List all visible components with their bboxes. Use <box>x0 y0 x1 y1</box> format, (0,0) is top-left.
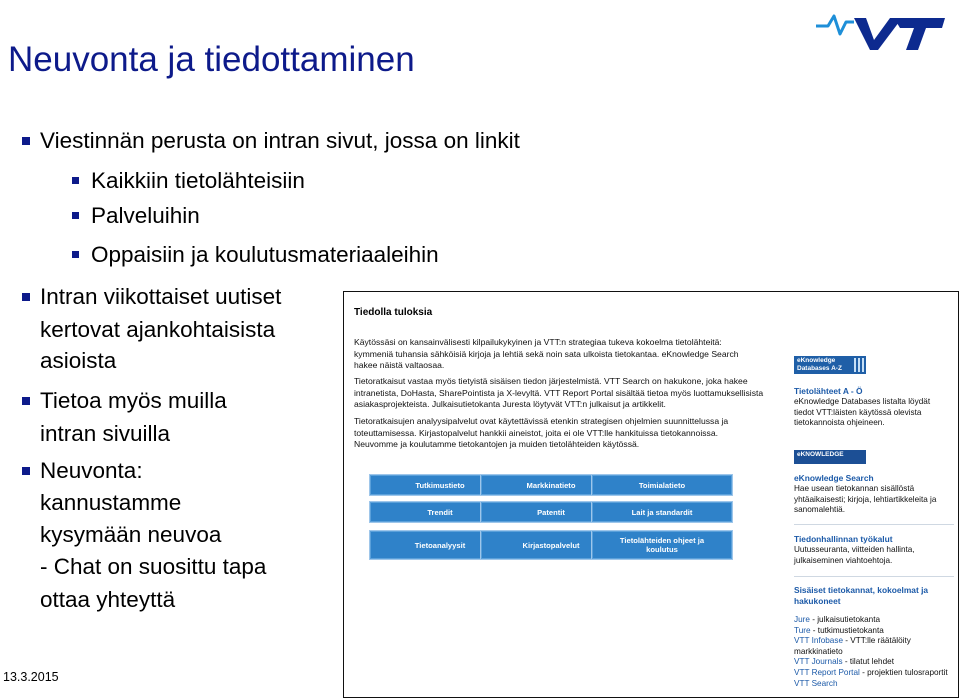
bullet-sub-sources: Kaikkiin tietolähteisiin <box>91 164 305 197</box>
bullet-main-intranet: Viestinnän perusta on intran sivut, jossa on linkit <box>40 124 520 157</box>
bullet-text-line: ottaa yhteyttä <box>40 587 176 612</box>
toimialatieto-button[interactable]: Toimialatieto <box>591 474 733 496</box>
infobase-item: VTT Infobase - VTT:lle räätälöity <box>794 636 911 646</box>
ture-link[interactable]: Ture <box>794 625 811 635</box>
bullet-sub-services: Palveluihin <box>91 199 200 232</box>
slide-title: Neuvonta ja tiedottaminen <box>8 40 415 79</box>
lait-ja-standardit-button[interactable]: Lait ja standardit <box>591 501 733 523</box>
report-portal-item: VTT Report Portal - projektien tulosraportit <box>794 667 948 677</box>
intranet-heading: Tiedolla tuloksia <box>354 307 433 318</box>
bullet-square-icon <box>22 397 30 405</box>
jure-link[interactable]: Jure <box>794 615 810 624</box>
eknowledge-databases-badge[interactable]: eKnowledge Databases A-Z <box>794 356 866 374</box>
slide-date: 13.3.2015 <box>3 670 59 684</box>
bullet-text-line: - Chat on suosittu tapa <box>40 554 267 579</box>
bullet-main-news: Intran viikottaiset uutiset <box>40 280 281 313</box>
vtt-infobase-link[interactable]: VTT Infobase <box>794 636 844 646</box>
intranet-screenshot <box>343 291 959 698</box>
bullet-text-line: asioista <box>40 348 117 373</box>
ohjeet-ja-koulutus-button[interactable]: Tietolähteiden ohjeet ja koulutus <box>591 530 733 560</box>
tietolahteet-description: eKnowledge Databases listalta löydät tiedot VTT:läisten käytössä olevista tietokannoista ohjeineen. <box>794 397 931 428</box>
bullet-sub-guides: Oppaisiin ja koulutusmateriaaleihin <box>91 238 439 271</box>
vtt-journals-link[interactable]: VTT Journals <box>794 657 843 667</box>
markkinatieto-button[interactable]: Markkinatieto <box>480 474 622 496</box>
trendit-button[interactable]: Trendit <box>369 501 511 523</box>
intranet-paragraph-3: Tietoratkaisujen analyysipalvelut ovat käytettävissä etenkin strategisen ohjelmien suunnittelussa ja toteuttamisessa. Kirjastopalvelut hankkii aineistot, joita ei ole VTT:lle hankituissa tietokannoissa. Neuvomme ja koulutamme tietokantojen ja muiden tietolähteiden käytössä. <box>354 416 729 450</box>
bullet-square-icon <box>72 212 79 219</box>
eknowledge-search-description: Hae usean tietokannan sisällöstä yhtäaikaisesti; kirjoja, lehtiartikkeleita ja sanomalehtiä. <box>794 484 937 515</box>
bullet-square-icon <box>22 293 30 301</box>
vtt-search-link[interactable]: VTT Search <box>794 678 838 688</box>
bullet-text-line: intran sivuilla <box>40 421 171 446</box>
internal-links-list: Jure - julkaisutietokanta Ture - tutkimustietokanta VTT Infobase - VTT:lle räätälöity markkinatieto VTT Journals - tilatut lehdet VTT Report Portal - projektien tulosraportit VTT Search <box>794 615 958 689</box>
tiedonhallinta-link[interactable]: Tiedonhallinnan työkalut <box>794 534 893 544</box>
vtt-report-portal-link[interactable]: VTT Report Portal <box>794 667 860 677</box>
bullet-square-icon <box>72 177 79 184</box>
vtt-logo <box>814 4 946 52</box>
bullet-text-line: kertovat ajankohtaisista <box>40 317 276 342</box>
badge-stripe-icon <box>854 358 864 372</box>
tietolahteet-link[interactable]: Tietolähteet A - Ö <box>794 386 863 396</box>
bullet-main-advice: Neuvonta: <box>40 454 143 487</box>
bullet-main-other-pages: Tietoa myös muilla <box>40 384 227 417</box>
bullet-square-icon <box>22 467 30 475</box>
tutkimustieto-button[interactable]: Tutkimustieto <box>369 474 511 496</box>
tietoanalyysit-button[interactable]: Tietoanalyysit <box>369 530 511 560</box>
bullet-text-line: kysymään neuvoa <box>40 522 222 547</box>
eknowledge-search-badge[interactable]: eKNOWLEDGE <box>794 450 866 464</box>
ture-item: Ture - tutkimustietokanta <box>794 625 884 635</box>
bullet-square-icon <box>22 137 30 145</box>
jure-item: Jure - julkaisutietokanta <box>794 615 881 624</box>
tiedonhallinta-description: Uutusseuranta, viitteiden hallinta, julkaiseminen viahtoehtoja. <box>794 545 915 565</box>
kirjastopalvelut-button[interactable]: Kirjastopalvelut <box>480 530 622 560</box>
bullet-square-icon <box>72 251 79 258</box>
intranet-paragraph-1: Käytössäsi on kansainvälisesti kilpailukykyinen ja VTT:n strategiaa tukeva kokoelma tietolähteitä: kymmeniä tuhansia sähköisiä kirjoja ja lehtiä sekä noin sata ulkoista tietokantaa. eKnowledge Search hakee näistä valtaosaa. <box>354 337 739 371</box>
vtt-search-item <box>794 679 958 690</box>
intranet-paragraph-2: Tietoratkaisut vastaa myös tietyistä sisäisen tiedon järjestelmistä. VTT Search on hakukone, joka hakee intranetista, DoHasta, SharePointista ja X-levyltä. VTT Report Portal sisältää tietoa myös luottamuksellisista asiakasprojekteista. Julkaisutietokanta Juresta löytyvät VTT:n julkaisut ja artikkelit. <box>354 376 764 410</box>
sisaiset-tietokannat-link[interactable]: Sisäiset tietokannat, kokoelmat ja hakukoneet <box>794 585 929 606</box>
sidebar-divider <box>794 576 954 577</box>
sidebar-divider <box>794 524 954 525</box>
eknowledge-search-link[interactable]: eKnowledge Search <box>794 473 874 483</box>
patentit-button[interactable]: Patentit <box>480 501 622 523</box>
journals-item: VTT Journals - tilatut lehdet <box>794 657 894 667</box>
bullet-text-line: kannustamme <box>40 490 182 515</box>
